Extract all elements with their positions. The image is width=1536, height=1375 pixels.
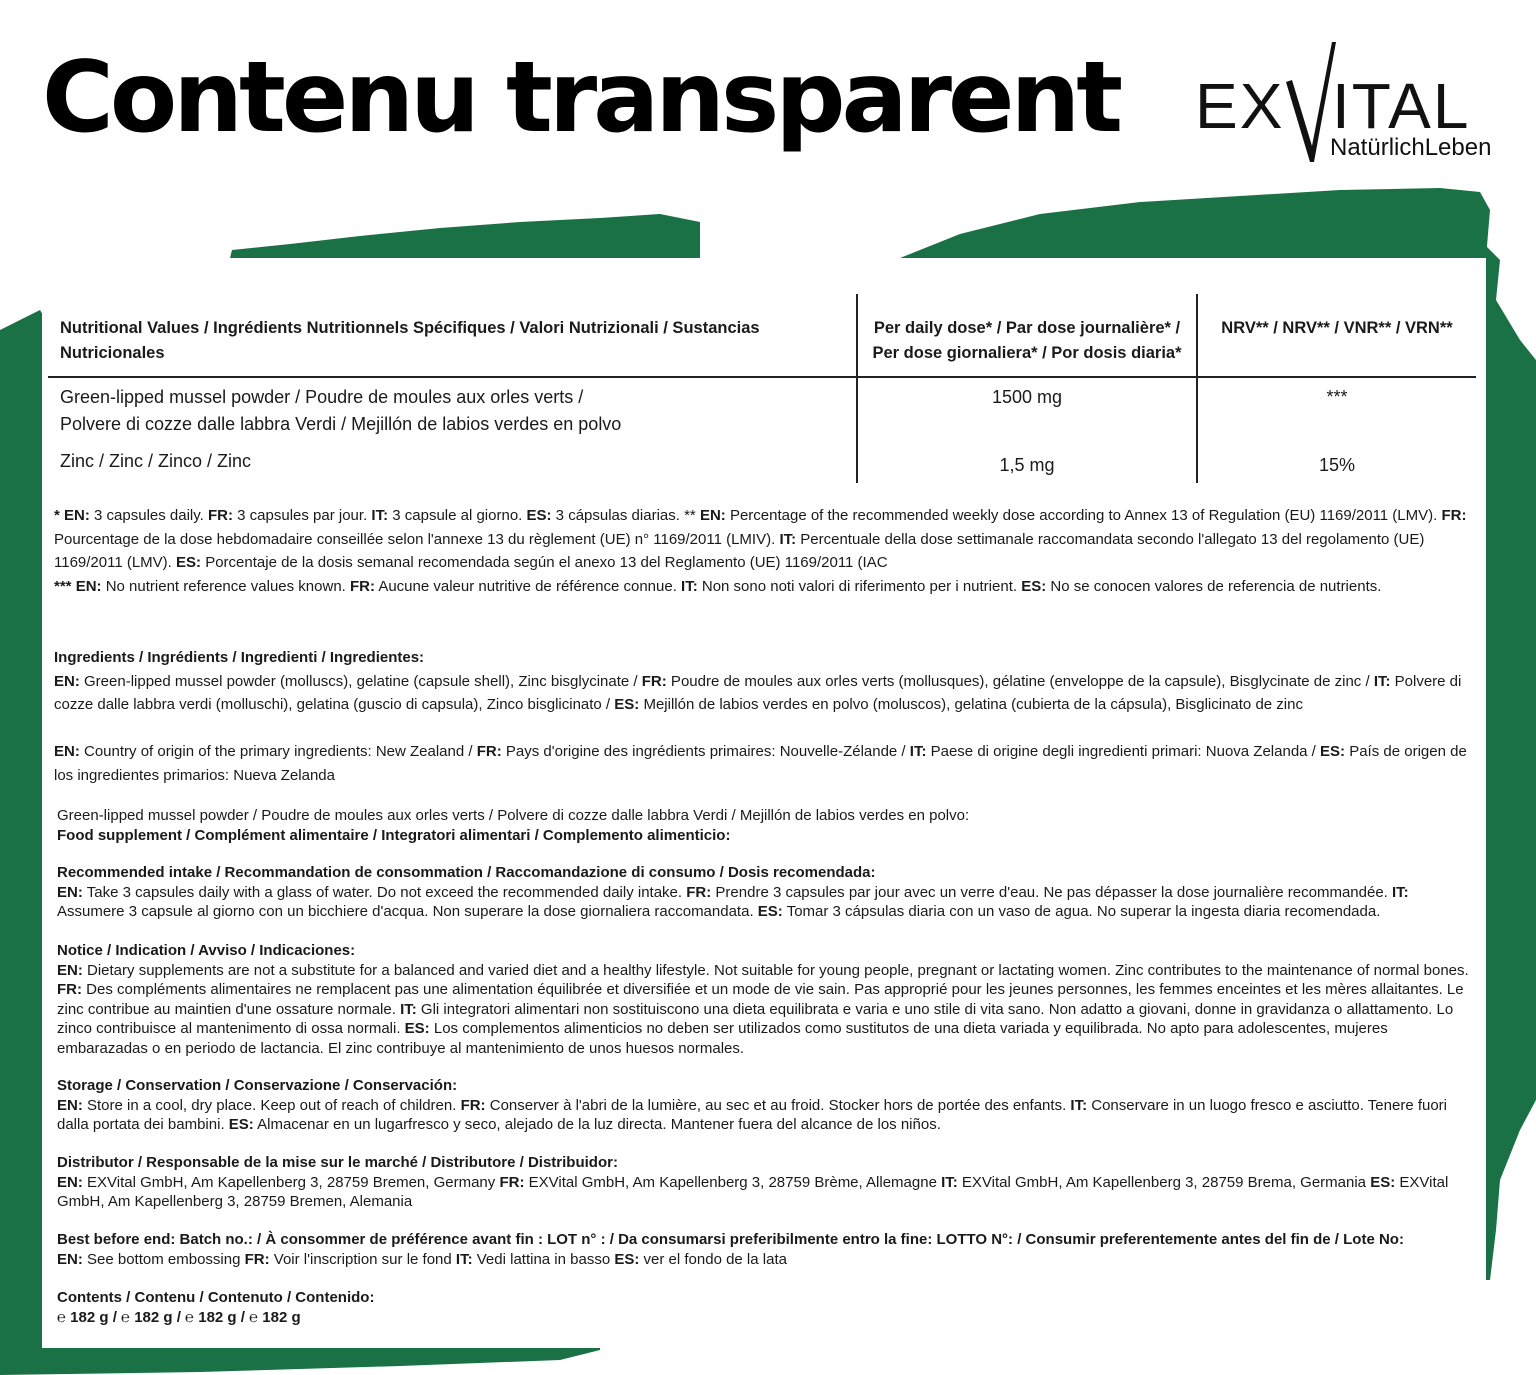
section-body: EN: Country of origin of the primary ingredients: New Zealand / FR: Pays d'origine des ingrédients primaires: Nouvelle-Zélande / IT: Paese di origine degli ingredienti primari: Nuova Zelanda / ES: País de origen de los ingredientes primarios: Nueva Zelanda — [54, 743, 1467, 784]
logo-tagline: NatürlichLeben — [1330, 134, 1492, 161]
footnotes — [54, 504, 1474, 598]
logo-text-ital: ITAL — [1332, 70, 1471, 142]
table-row — [48, 377, 1476, 442]
table-cell-nutrient: Zinc / Zinc / Zinco / Zinc — [60, 451, 252, 471]
brush-right-side — [1480, 240, 1536, 1280]
ingredients-section — [54, 646, 1474, 717]
section-body: EN: See bottom embossing FR: Voir l'inscription sur le fond IT: Vedi lattina in basso ES: ver el fondo de la lata — [57, 1250, 787, 1268]
section-heading: Distributor / Responsable de la mise sur le marché / Distributore / Distribuidor: — [57, 1154, 618, 1171]
section-body: EN: Store in a cool, dry place. Keep out of reach of children. FR: Conserver à l'abri de la lumière, au sec et au froid. Stocker hors de portée des enfants. IT: Conservare in un luogo fresco e asciutto. Tenere fuori dalla portata dei bambini. ES: Almacenar en un lugarfresco y seco, alejado de la luz directa. Mantener fuera del alcance de los niños. — [57, 1096, 1448, 1133]
table-cell-dose: 1,5 mg — [857, 442, 1197, 483]
section-body: EN: Take 3 capsules daily with a glass of water. Do not exceed the recommended daily intake. FR: Prendre 3 capsules par jour avec un verre d'eau. Ne pas dépasser la dose journalière recommandée. IT: Assumere 3 capsule al giorno con un bicchiere d'acqua. Non superare la dose giornaliera raccomandata. ES: Tomar 3 cápsulas diaria con un vaso de agua. No superar la ingesta diaria recomendada. — [57, 883, 1409, 920]
section-heading: Best before end: Batch no.: / À consommer de préférence avant fin : LOT n° : / Da consumarsi preferibilmente entro la fine: LOTTO N°: / Consumir preferentemente antes del fin de / Lote No: — [57, 1231, 1404, 1248]
product-category: Food supplement / Complément alimentaire / Integratori alimentari / Complemento alimenticio: — [57, 826, 731, 844]
brush-left-side — [0, 310, 46, 1360]
product-name: Green-lipped mussel powder / Poudre de moules aux orles verts / Polvere di cozze dalle labbra Verdi / Mejillón de labios verdes en polvo: — [57, 807, 970, 824]
section-heading: Ingredients / Ingrédients / Ingredienti / Ingredientes: — [54, 649, 425, 666]
table-header-dose: Per daily dose* / Par dose journalière* / Per dose giornaliera* / Por dosis diaria* — [857, 294, 1197, 377]
notice-section — [57, 941, 1477, 1058]
table-row — [48, 442, 1476, 483]
page-title: Contenu transparent — [42, 41, 1120, 155]
section-heading: Contents / Contenu / Contenuto / Contenido: — [57, 1289, 375, 1306]
footnote-nrv: *** EN: No nutrient reference values known. FR: Aucune valeur nutritive de référence connue. IT: Non sono noti valori di riferimento per i nutrient. ES: No se conocen valores de referencia de nutrients. — [54, 577, 1382, 595]
section-heading: Notice / Indication / Avviso / Indicaciones: — [57, 942, 356, 959]
nutrient-name-line: Green-lipped mussel powder / Poudre de moules aux orles verts / — [60, 387, 584, 407]
nutrient-name-line: Polvere di cozze dalle labbra Verdi / Mejillón de labios verdes en polvo — [60, 414, 622, 434]
section-heading: Storage / Conservation / Conservazione / Conservación: — [57, 1077, 458, 1094]
storage-section — [57, 1076, 1477, 1135]
table-cell-dose: 1500 mg — [857, 377, 1197, 442]
intake-section — [57, 863, 1477, 922]
nutrition-table — [48, 294, 1476, 483]
brush-right-top — [900, 188, 1490, 258]
bestbefore-section — [57, 1230, 1477, 1269]
footnote-dose: * EN: 3 capsules daily. FR: 3 capsules par jour. IT: 3 capsule al giorno. ES: 3 cápsulas diarias. ** EN: Percentage of the recommended weekly dose according to Annex 13 of Regulation (EU) 1169/2011 (LMV). FR: Pourcentage de la dose hebdomadaire conseillée selon l'annexe 13 du règlement (UE) n° 1169/2011 (LMIV). IT: Percentuale della dose settimanale raccomandata secondo l'allegato 13 del regolamento (UE) 1169/2011 (LMV). ES: Porcentaje de la dosis semanal recomendada según el anexo 13 del Reglamento (UE) 1169/2011 (IAC — [54, 507, 1467, 571]
section-heading: Recommended intake / Recommandation de consommation / Raccomandazione di consumo / Dosis recomendada: — [57, 864, 876, 881]
section-body: EN: Green-lipped mussel powder (molluscs), gelatine (capsule shell), Zinc bisglycinate / FR: Poudre de moules aux orles verts (mollusques), gélatine (enveloppe de la capsule), Bisglycinate de zinc / IT: Polvere di cozze dalle labbra verdi (molluschi), gelatina (guscio di capsula), Zinco bisglicinato / ES: Mejillón de labios verdes en polvo (moluscos), gelatina (cubierta de la cápsula), Bisglicinato de zinc — [54, 672, 1462, 713]
section-body: EN: EXVital GmbH, Am Kapellenberg 3, 28759 Bremen, Germany FR: EXVital GmbH, Am Kapellenberg 3, 28759 Brème, Allemagne IT: EXVital GmbH, Am Kapellenberg 3, 28759 Brema, Germania ES: EXVital GmbH, Am Kapellenberg 3, 28759 Bremen, Alemania — [57, 1173, 1449, 1210]
product-section — [57, 806, 1477, 845]
table-header-nutrients: Nutritional Values / Ingrédients Nutritionnels Spécifiques / Valori Nutrizionali / Sustancias Nutricionales — [48, 294, 857, 377]
table-cell-nutrient — [48, 377, 857, 442]
table-header-nrv: NRV** / NRV** / VNR** / VRN** — [1197, 294, 1476, 377]
table-cell-nrv: 15% — [1318, 455, 1356, 475]
exvital-logo — [1190, 38, 1510, 168]
logo-text-ex: EX — [1195, 70, 1285, 142]
brush-left-top — [230, 214, 700, 258]
table-cell-nrv: *** — [1326, 387, 1348, 407]
contents-section — [57, 1288, 1477, 1327]
distributor-section — [57, 1153, 1477, 1212]
label-card — [42, 258, 1486, 1348]
origin-section — [54, 740, 1474, 787]
table-header-row — [48, 294, 1476, 377]
section-body: EN: Dietary supplements are not a substitute for a balanced and varied diet and a healthy lifestyle. Not suitable for young people, pregnant or lactating women. Zinc contributes to the maintenance of normal bones. FR: Des compléments alimentaires ne remplacent pas une alimentation équilibrée et diversifiée et un mode de vie sain. Pas approprié pour les jeunes personnes, les femmes enceintes et les mères allaitantes. Le zinc contribue au maintien d'une ossature normale. IT: Gli integratori alimentari non sostituiscono una dieta equilibrata e varia e uno stile di vita sano. Non adatto a giovani, donne in gravidanza o allattamento. Lo zinco contribuisce al mantenimento di ossa normali. ES: Los complementos alimenticios no deben ser utilizados como sustitutos de una dieta variada y equilibrada. No apto para adolescentes, mujeres embarazadas o en periodo de lactancia. El zinc contribuye al mantenimiento de unos huesos normales. — [57, 961, 1469, 1057]
net-contents-value: ℮ 182 g / ℮ 182 g / ℮ 182 g / ℮ 182 g — [57, 1308, 301, 1326]
